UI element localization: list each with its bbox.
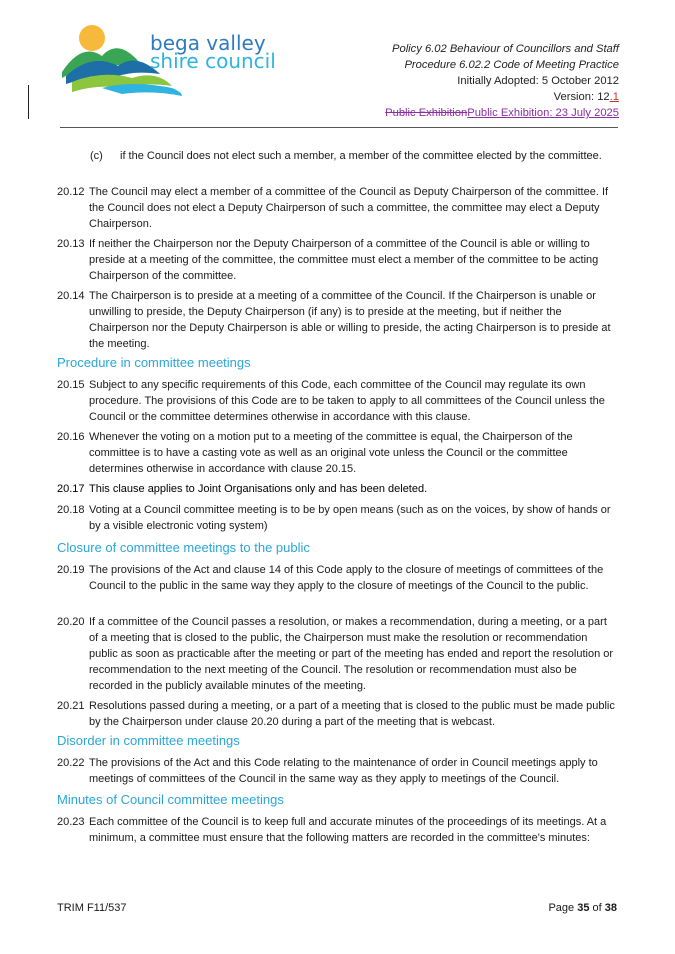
version-text: Version: 12 [553, 91, 610, 103]
of-word: of [589, 902, 605, 914]
clause-20-20 [57, 614, 617, 694]
clause-number: 20.18 [57, 504, 85, 516]
clause-number: 20.16 [57, 431, 85, 443]
heading-minutes: Minutes of Council committee meetings [57, 792, 284, 807]
footer-trim: TRIM F11/537 [57, 902, 127, 914]
clause-20-19 [57, 562, 617, 594]
exhibition-date: 23 July 2025 [555, 107, 619, 119]
clause-text: This clause applies to Joint Organisations only and has been deleted. [89, 483, 428, 495]
logo-wordmark [150, 31, 276, 73]
version-insert: .1 [609, 91, 619, 103]
clause-number: 20.17 [57, 483, 85, 495]
clause-text: Resolutions passed during a meeting, or a part of a meeting that is closed to the public must be made public by the Chairperson under clause 20.20 during a part of the meeting that is webcast. [89, 700, 615, 728]
footer-page-number [548, 902, 617, 914]
procedure-title: Procedure 6.02.2 Code of Meeting Practice [404, 59, 619, 71]
clause-text: Whenever the voting on a motion put to a meeting of the committee is equal, the Chairperson of the committee is to have a casting vote as well as an original vote unless the Council or the committee determines otherwise in accordance with clause 20.15. [89, 431, 573, 475]
version-line [385, 89, 619, 105]
clause-20-21 [57, 698, 617, 730]
clause-20-22 [57, 755, 617, 787]
clause-text: Subject to any specific requirements of this Code, each committee of the Council may regulate its own procedure. The provisions of this Code are to be taken to apply to all committees of the Council unless the Council or the committee determines otherwise in accordance with this clause. [89, 379, 605, 423]
clause-20-18 [57, 502, 617, 534]
exhibition-inserted: Public Exhibition: [467, 107, 556, 119]
clause-number: 20.15 [57, 379, 85, 391]
clause-number: 20.20 [57, 616, 85, 628]
clause-number: (c) [90, 150, 103, 162]
clause-number: 20.13 [57, 238, 85, 250]
exhibition-line [385, 105, 619, 121]
policy-title: Policy 6.02 Behaviour of Councillors and Staff [392, 43, 619, 55]
page-word: Page [548, 902, 578, 914]
adopted-date: Initially Adopted: 5 October 2012 [457, 75, 619, 87]
clause-text: The Council may elect a member of a committee of the Council as Deputy Chairperson of the committee. If the Council does not elect a Deputy Chairperson of such a committee, the committee may elect a Deputy Chairperson. [89, 186, 609, 230]
logo-line-1: bega valley [150, 31, 266, 55]
clause-20-16 [57, 429, 617, 477]
clause-20-17 [57, 481, 617, 497]
clause-text: If a committee of the Council passes a resolution, or makes a recommendation, during a meeting, or a part of a meeting that is closed to the public, the Chairperson must make the resolution or recommendation public as soon as practicable after the meeting or part of the meeting has ended and report the resolution or recommendation to the next meeting of the Council. The resolution or recommendation must also be recorded in the publicly available minutes of the meeting. [89, 616, 614, 692]
clause-text: if the Council does not elect such a member, a member of the committee elected by the committee. [120, 150, 602, 162]
clause-20-15 [57, 377, 617, 425]
clause-number: 20.21 [57, 700, 85, 712]
clause-text: Each committee of the Council is to keep full and accurate minutes of the proceedings of its meetings. At a minimum, a committee must ensure that the following matters are recorded in the committee's minutes: [89, 816, 607, 844]
clause-20-13 [57, 236, 617, 284]
clause-text: The Chairperson is to preside at a meeting of a committee of the Council. If the Chairperson is unable or unwilling to preside, the Deputy Chairperson (if any) is to preside at the meeting, but if neither the Chairperson nor the Deputy Chairperson is able or willing to preside, the acting Chairperson is to preside at the meeting. [89, 290, 611, 350]
clause-number: 20.19 [57, 564, 85, 576]
header-info [385, 41, 619, 121]
clause-text: Voting at a Council committee meeting is to be by open means (such as on the voices, by show of hands or by a visible electronic voting system) [89, 504, 611, 532]
heading-closure: Closure of committee meetings to the public [57, 540, 310, 555]
exhibition-deleted: Public Exhibition [385, 107, 468, 119]
logo-line-2: shire council [150, 49, 276, 73]
heading-disorder: Disorder in committee meetings [57, 733, 240, 748]
clause-text: The provisions of the Act and clause 14 of this Code apply to the closure of meetings of committees of the Council to the public in the same way they apply to the closure of meetings of the Council to the public. [89, 564, 604, 592]
clause-number: 20.12 [57, 186, 85, 198]
page-current: 35 [577, 902, 590, 914]
clause-c [90, 148, 617, 164]
clause-20-14 [57, 288, 617, 352]
clause-number: 20.22 [57, 757, 85, 769]
revision-change-bar [28, 85, 29, 119]
clause-20-12 [57, 184, 617, 232]
header-rule [60, 127, 618, 128]
page-total: 38 [604, 902, 617, 914]
clause-text: The provisions of the Act and this Code relating to the maintenance of order in Council meetings apply to meetings of committees of the Council in the same way as they apply to meetings of the Council. [89, 757, 598, 785]
clause-text: If neither the Chairperson nor the Deputy Chairperson of a committee of the Council is able or willing to preside at a meeting of the committee, the committee must elect a member of the committee to be acting Chairperson of the committee. [89, 238, 599, 282]
clause-number: 20.14 [57, 290, 85, 302]
clause-number: 20.23 [57, 816, 85, 828]
heading-procedure: Procedure in committee meetings [57, 355, 251, 370]
clause-20-23 [57, 814, 617, 846]
